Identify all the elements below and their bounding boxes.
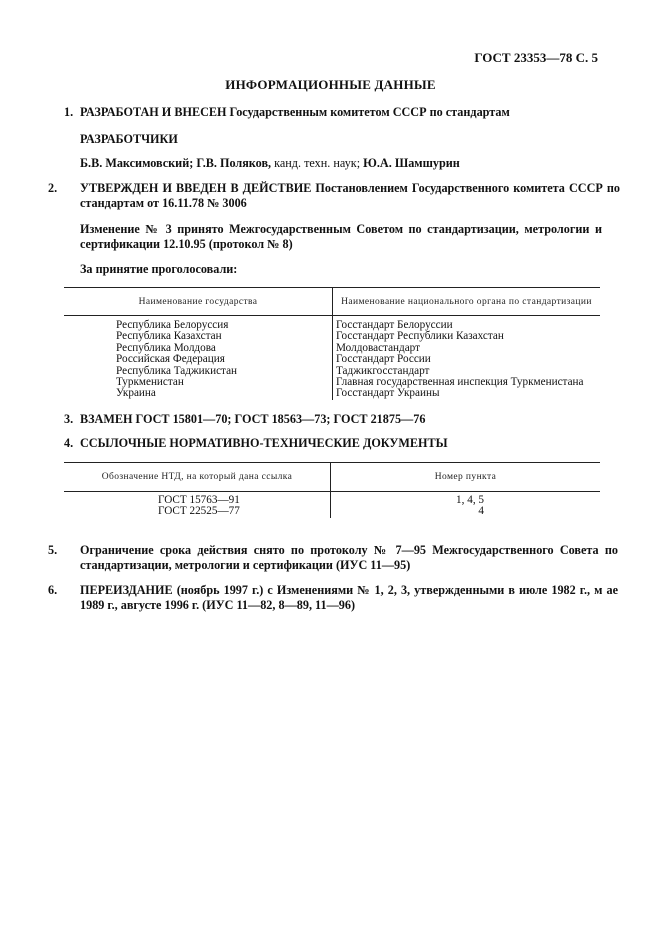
section-6-text: ПЕРЕИЗДАНИЕ (ноябрь 1997 г.) с Изменениями № 1, 2, 3, утвержденными в июле 1982 г., м ае 1989 г., августе 1996 г. (ИУС 11—82, 8—89, 11—96): [80, 583, 618, 612]
vote-table-cell-body: Госстандарт Украины: [336, 387, 440, 400]
section-5-number: 5.: [48, 543, 58, 557]
developer-1: Б.В. Максимовский; Г.В. Поляков,: [80, 156, 272, 170]
vote-table-cell-body: Главная государственная инспекция Туркменистана: [336, 376, 584, 388]
page-header-doc-ref: ГОСТ 23353—78 С. 5: [474, 50, 598, 65]
vote-table: [64, 287, 600, 400]
developers-list: [80, 156, 600, 171]
developer-degree: канд. техн. наук;: [274, 156, 361, 170]
section-2-number: 2.: [48, 181, 58, 195]
section-1-number: 1.: [64, 105, 74, 119]
ref-table-cell-clause: 1, 4, 5: [456, 494, 484, 506]
vote-table-header-state: Наименование государства: [138, 296, 258, 307]
vote-table-cell-state: Республика Таджикистан: [116, 364, 238, 377]
vote-table-cell-state: Туркменистан: [116, 376, 184, 388]
section-1-text: Государственным комитетом СССР по стандартам: [229, 105, 510, 119]
vote-table-cell-body: Госстандарт Белоруссии: [336, 319, 453, 331]
section-4: [64, 436, 448, 451]
section-4-text: ССЫЛОЧНЫЕ НОРМАТИВНО-ТЕХНИЧЕСКИЕ ДОКУМЕНТЫ: [80, 436, 448, 450]
section-3-number: 3.: [64, 412, 74, 426]
vote-table-cell-state: Украина: [116, 387, 156, 400]
section-2-lead: УТВЕРЖДЕН И ВВЕДЕН В ДЕЙСТВИЕ: [80, 181, 312, 195]
vote-table-header: [64, 287, 600, 316]
section-3: [64, 412, 425, 427]
section-5: [48, 543, 618, 573]
section-6: [48, 583, 618, 613]
page-title: ИНФОРМАЦИОННЫЕ ДАННЫЕ: [225, 77, 436, 92]
section-2-text: Постановлением Государственного комитета СССР по стандартам от 16.11.78 № 3006: [80, 181, 621, 210]
section-3-text: ВЗАМЕН ГОСТ 15801—70; ГОСТ 18563—73; ГОСТ 21875—76: [80, 412, 426, 426]
ref-table-header-clause: Номер пункта: [434, 472, 497, 482]
vote-table-cell-body: Молдовастандарт: [336, 341, 421, 354]
section-4-number: 4.: [64, 436, 74, 450]
vote-table-cell-state: Республика Белоруссия: [116, 319, 229, 331]
vote-table-cell-state: Республика Казахстан: [116, 330, 222, 343]
ref-table-cell-clause: 4: [478, 505, 484, 518]
section-1: [64, 105, 604, 120]
section-6-number: 6.: [48, 583, 58, 597]
section-2: [48, 181, 621, 211]
vote-table-cell-state: Российская Федерация: [116, 353, 225, 366]
ref-table-cell-designation: ГОСТ 22525—77: [158, 505, 240, 518]
vote-table-cell-state: Республика Молдова: [116, 341, 216, 354]
section-1-lead: РАЗРАБОТАН И ВНЕСЕН: [80, 105, 227, 119]
developers-heading: РАЗРАБОТЧИКИ: [80, 132, 178, 146]
ref-table-header-designation: Обозначение НТД, на который дана ссылка: [101, 472, 293, 482]
vote-table-cell-body: Госстандарт России: [336, 353, 431, 366]
ref-table-body: [64, 492, 600, 518]
ref-table-header: [64, 462, 600, 492]
vote-table-body-divider: [332, 316, 333, 400]
ref-table-cell-designation: ГОСТ 15763—91: [158, 494, 240, 506]
vote-table-cell-body: Таджикгосстандарт: [336, 364, 430, 377]
vote-table-cell-body: Госстандарт Республики Казахстан: [336, 330, 504, 343]
developer-2: Ю.А. Шамшурин: [363, 156, 460, 170]
change-3-note: Изменение № 3 принято Межгосударственным Советом по стандартизации, метрологии и сертификации 12.10.95 (протокол № 8): [80, 222, 602, 251]
section-5-text: Ограничение срока действия снято по протоколу № 7—95 Межгосударственного Совета по стандартизации, метрологии и сертификации (ИУС 11—95): [80, 543, 618, 572]
voted-heading: За принятие проголосовали:: [80, 262, 238, 276]
vote-table-header-body: Наименование национального органа по стандартизации: [341, 296, 592, 307]
ref-table: [64, 462, 600, 518]
vote-table-body: [64, 316, 600, 400]
ref-table-body-divider: [330, 492, 331, 518]
